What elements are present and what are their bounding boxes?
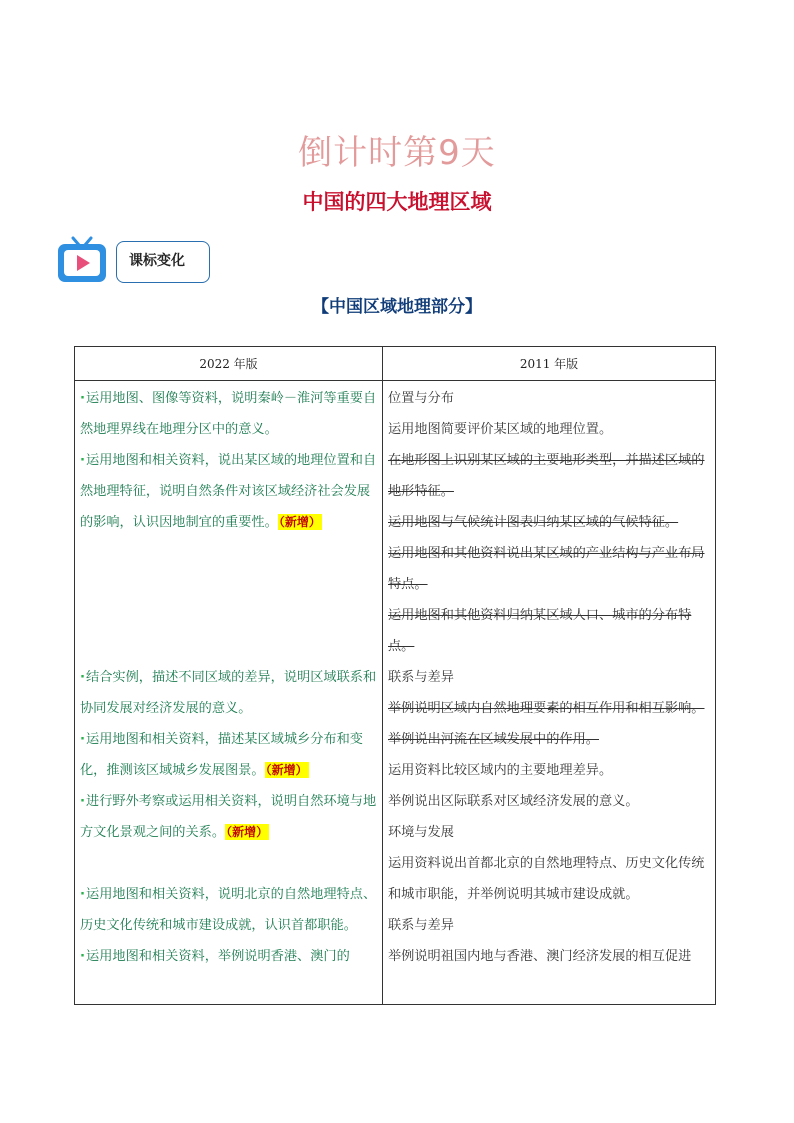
section-label: 课标变化: [129, 253, 185, 269]
list-item: ·运用地图、图像等资料，说明秦岭－淮河等重要自然地理界线在地理分区中的意义。: [80, 391, 377, 437]
list-item-removed: 在地形图上识别某区域的主要地形类型，并描述区域的地形特征。: [388, 453, 705, 499]
column-header-2022: 2022 年版: [75, 347, 383, 381]
list-item: 举例说明祖国内地与香港、澳门经济发展的相互促进: [388, 949, 692, 964]
list-item: 举例说出区际联系对区域经济发展的意义。: [388, 794, 639, 809]
table-row: [75, 381, 716, 1005]
new-badge: （新增）: [278, 515, 321, 529]
list-item: ·运用地图和相关资料，举例说明香港、澳门的: [80, 949, 350, 964]
category-heading: 环境与发展: [388, 825, 454, 840]
section-heading: 【中国区域地理部分】: [312, 297, 482, 317]
list-item-removed: 运用地图和其他资料说出某区域的产业结构与产业布局特点。: [388, 546, 705, 592]
countdown-title: 倒计时第9天: [298, 133, 496, 173]
standards-2022-cell: [75, 381, 383, 1005]
list-item: ·运用地图和相关资料，说明北京的自然地理特点、历史文化传统和城市建设成就，认识首都职能。: [80, 887, 377, 933]
list-item: ·进行野外考察或运用相关资料，说明自然环境与地方文化景观之间的关系。（新增）: [80, 794, 377, 840]
comparison-table: [74, 346, 716, 1005]
list-item-removed: 运用地图和其他资料归纳某区域人口、城市的分布特点。: [388, 608, 692, 654]
category-heading: 位置与分布: [388, 391, 454, 406]
table-header-row: [75, 347, 716, 381]
list-item: 运用资料比较区域内的主要地理差异。: [388, 763, 613, 778]
category-heading: 联系与差异: [388, 918, 454, 933]
new-badge: （新增）: [226, 825, 269, 839]
category-heading: 联系与差异: [388, 670, 454, 685]
standards-2011-cell: [383, 381, 716, 1005]
list-item: ·运用地图和相关资料，说出某区域的地理位置和自然地理特征，说明自然条件对该区域经济社会发展的影响，认识因地制宜的重要性。（新增）: [80, 453, 377, 530]
list-item: ·运用地图和相关资料，描述某区域城乡分布和变化，推测该区域城乡发展图景。（新增）: [80, 732, 363, 778]
list-item: ·结合实例，描述不同区域的差异，说明区域联系和协同发展对经济发展的意义。: [80, 670, 377, 716]
column-header-2011: 2011 年版: [383, 347, 716, 381]
new-badge: （新增）: [265, 763, 308, 777]
page-subtitle: 中国的四大地理区域: [302, 190, 492, 214]
list-item-removed: 举例说出河流在区域发展中的作用。: [388, 732, 599, 747]
tv-play-icon: [57, 236, 107, 284]
section-label-box: [116, 241, 210, 283]
list-item: 运用地图简要评价某区域的地理位置。: [388, 422, 613, 437]
list-item: 运用资料说出首都北京的自然地理特点、历史文化传统和城市职能，并举例说明其城市建设成就。: [388, 856, 705, 902]
list-item-removed: 举例说明区域内自然地理要素的相互作用和相互影响。: [388, 701, 705, 716]
list-item-removed: 运用地图与气候统计图表归纳某区域的气候特征。: [388, 515, 679, 530]
